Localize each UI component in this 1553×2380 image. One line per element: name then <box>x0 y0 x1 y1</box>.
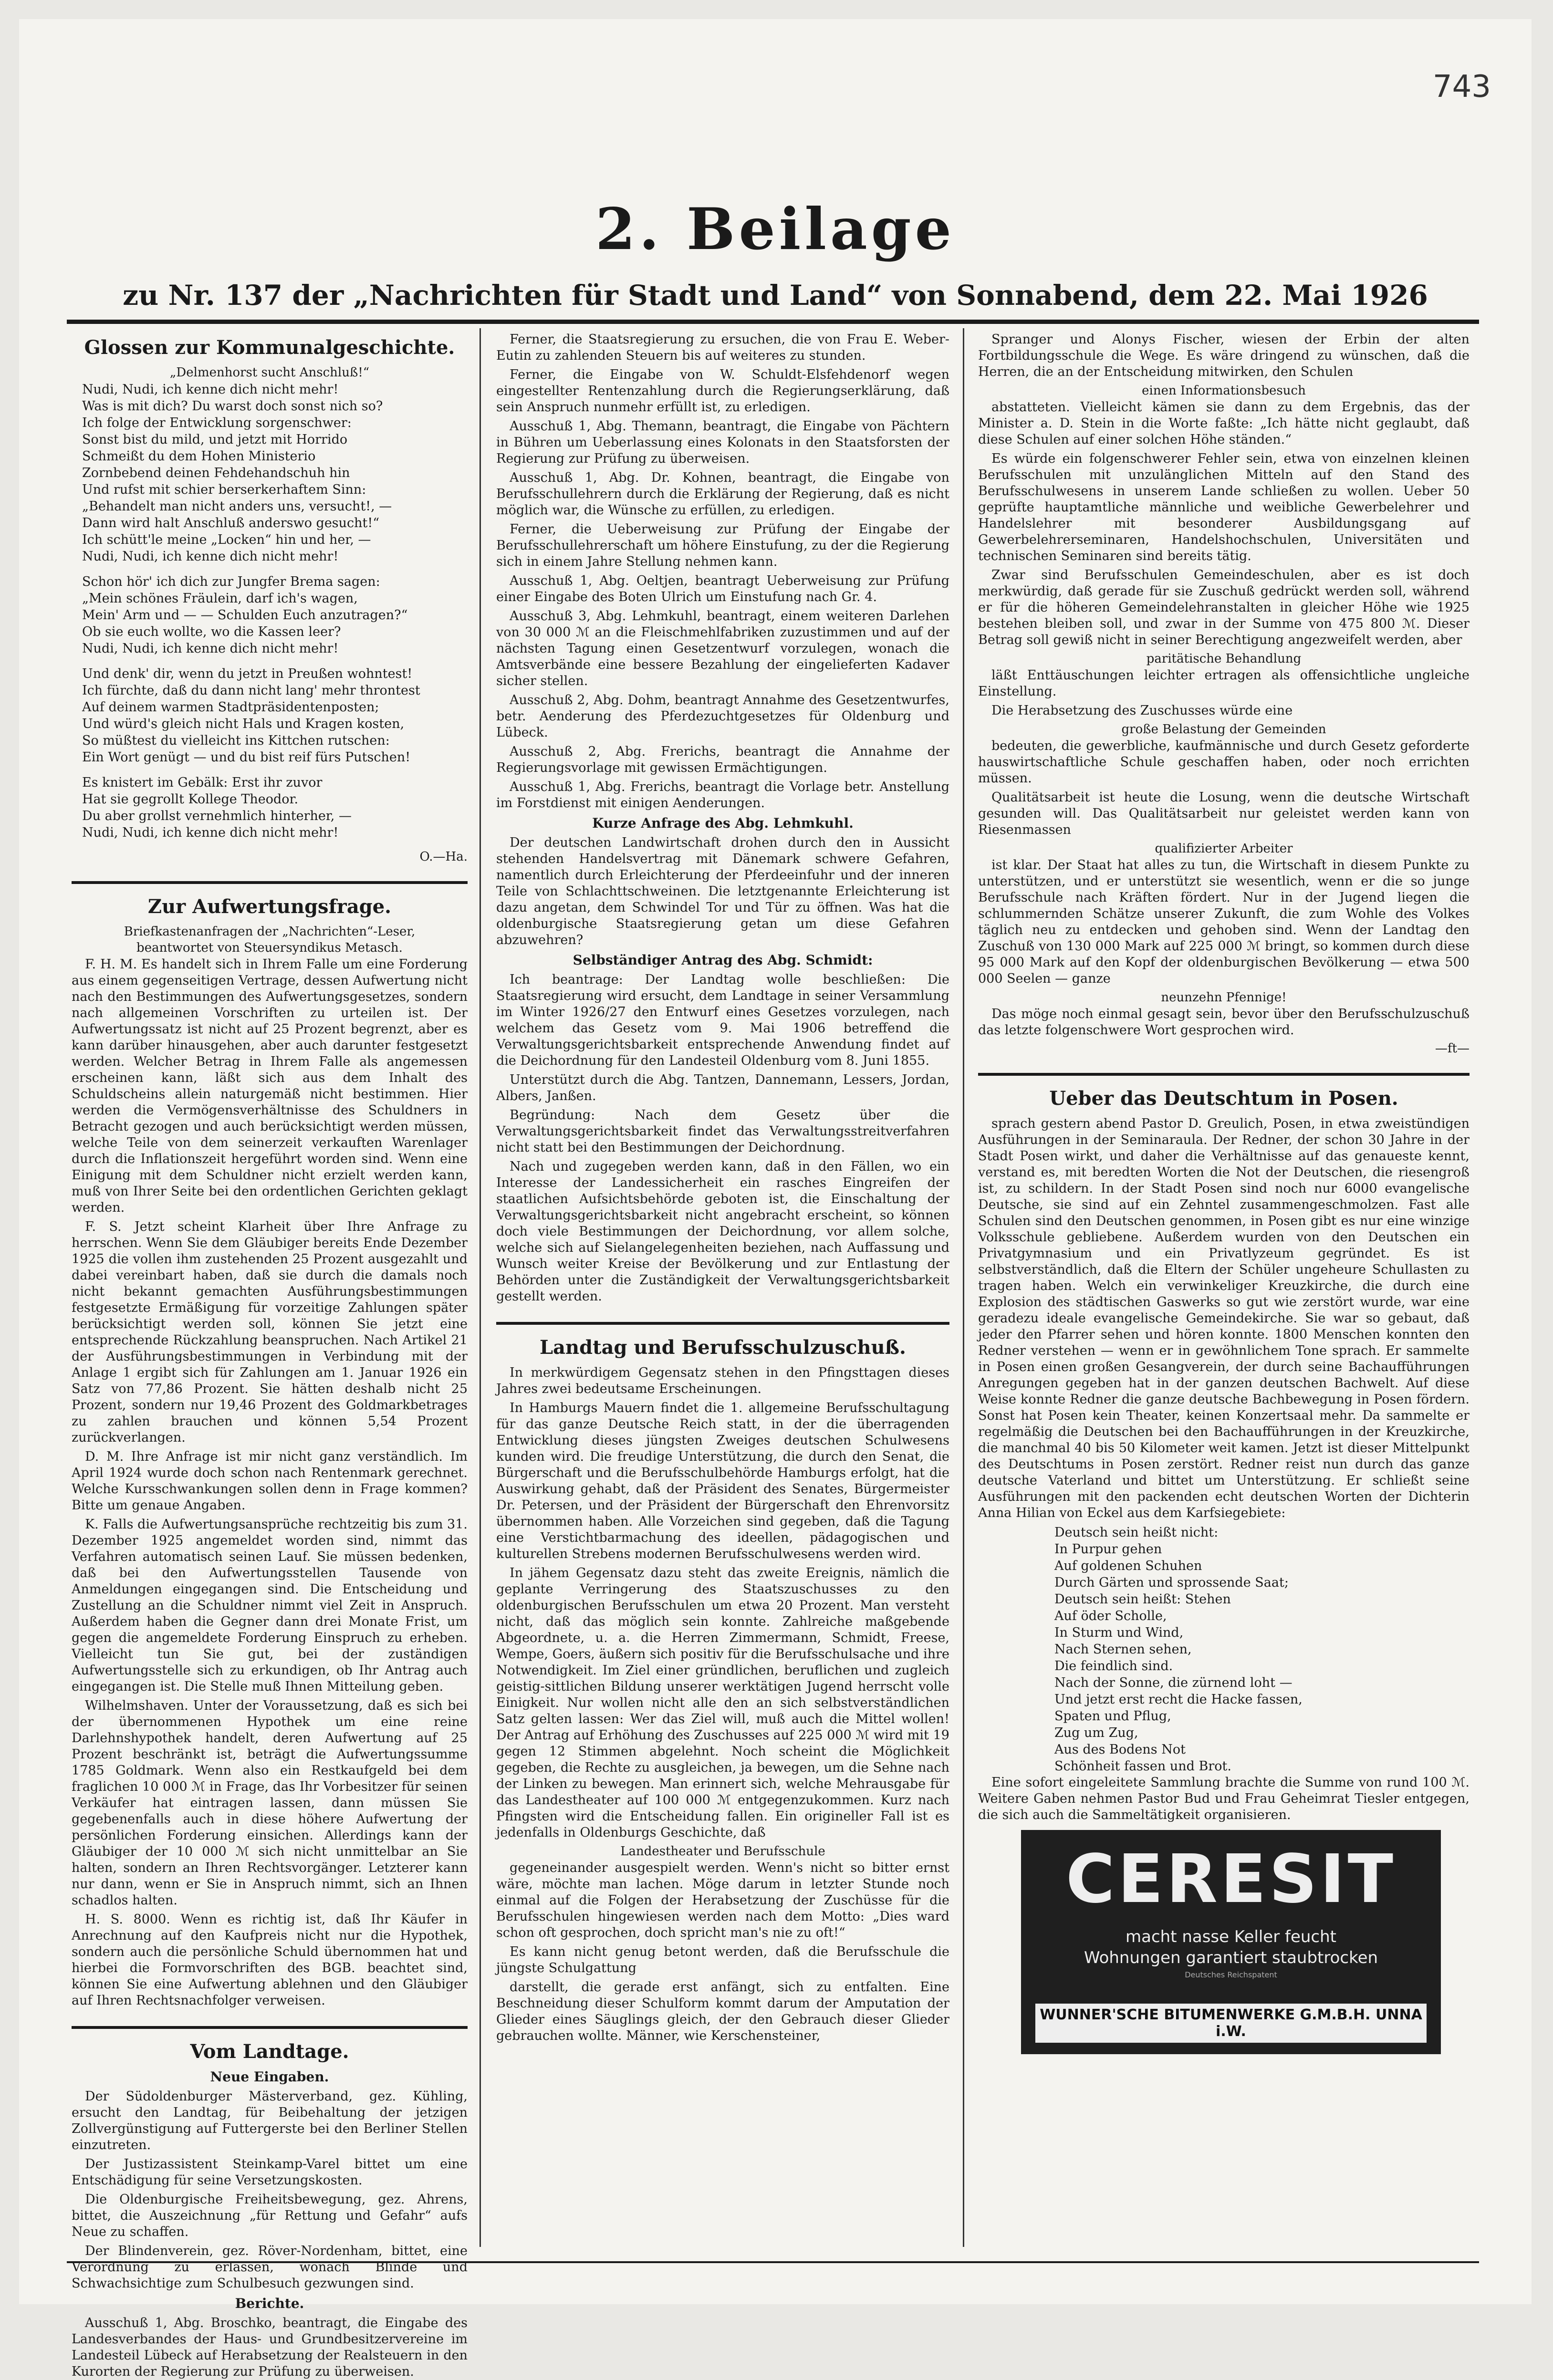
paragraph: Ferner, die Ueberweisung zur Prüfung der Eingabe der Berufsschullehrerschaft um höhere Einstufung, zu der die Regierung sich in einem Jahre Stellung nehmen kann. <box>496 522 949 569</box>
poem-line: Und würd's gleich nicht Hals und Kragen kosten, <box>82 717 405 731</box>
glossen-subtitle: „Delmenhorst sucht Anschluß!“ <box>169 365 370 380</box>
newspaper-page <box>19 19 1532 2379</box>
poem-line: Was is mit dich? Du warst doch sonst nich so? <box>82 399 383 414</box>
paragraph: Spranger und Alonys Fischer, wiesen der Erbin der alten Fortbildungsschule die Wege. Es wäre dringend zu wünschen, daß die Herren, die an der Entscheidung mitwirken, den Schulen <box>978 332 1470 379</box>
poem-line: Spaten und Pflug, <box>1054 1709 1171 1724</box>
paragraph: sprach gestern abend Pastor D. Greulich, Posen, in etwa zweistündigen Ausführungen in der Seminaraula. Der Redner, der schon 30 Jahre in der Stadt Posen wirkt, und daher die Verhältnisse auf das genaueste kennt, verstand es, mit beredten Worten die Not der Deutschen, die riesengroß ist, zu schildern. In der Stadt Posen sind noch nur 6000 evangelische Deutsche, sie sind auf ein Zehntel zusammengeschmolzen. Fast alle Schulen sind den Deutschen genommen, in Posen gibt es nur eine winzige Volksschule gebliebene. Außerdem wurden von den Deutschen ein Privatgymnasium und ein Privatlyzeum gegründet. Es ist selbstverständlich, daß die Eltern der Schüler ungeheure Schullasten zu tragen haben. Welch ein verwinkeliger Kreuzkirche, die durch eine Explosion des städtischen Gaswerks so gut wie zerstört wurde, war eine geradezu ideale evangelische Gemeindekirche. Sie war so gebaut, daß jeder den Pfarrer sehen und hören konnte. 1800 Menschen konnten den Redner verstehen — wenn er in gewöhnlichem Tone sprach. Er sammelte in Posen einen großen Gesangverein, der durch seine Bachaufführungen Anregungen gegeben hat in der ganzen deutschen Bachwelt. Auf diese Weise konnte Redner die ganze deutsche Bachbewegung in Posen fördern. Sonst hat Posen kein Theater, keinen Konzertsaal mehr. Da sammelte er regelmäßig die Deutschen bei den Bachaufführungen in der Kreuzkirche, die manchmal 40 bis 50 Kilometer weit kamen. Jetzt ist dieser Mittelpunkt des Deutschtums in Posen zerstört. Redner reist nun durch das ganze deutsche Vaterland und bittet um Unterstützung. Er schließt seine Ausführungen mit den packenden echt deutschen Worten der Dichterin Anna Hilian von Eckel aus dem Karfsiegebiete: <box>978 1116 1470 1520</box>
beruf-title: Landtag und Berufsschulzuschuß. <box>540 1336 906 1359</box>
poem-stanza <box>82 774 468 841</box>
paragraph: bedeuten, die gewerbliche, kaufmännische und durch Gesetz geforderte hauswirtschaftliche Schule geschaffen haben, oder noch errichten müssen. <box>978 738 1470 786</box>
paragraph: In Hamburgs Mauern findet die 1. allgemeine Berufsschultagung für das ganze Deutsche Reich statt, in der die überragenden Entwicklung dieses jüngsten Zweiges deutschen Schulwesens kunden wird. Die freudige Unterstützung, die durch den Senat, die Bürgerschaft und die Berufsschulbehörde Hamburgs erfolgt, hat die Auswirkung gehabt, daß der Präsident des Senates, Bürgermeister Dr. Petersen, und der Präsident der Bürgerschaft den Ehrenvorsitz übernommen haben. Alle Vorzeichen sind gegeben, daß die Tagung eine Verstichtbarmachung des ideellen, pädagogischen und kulturellen Strebens modernen Berufsschulwesens werden wird. <box>496 1401 949 1561</box>
poem-line: Auf goldenen Schuhen <box>1054 1559 1202 1573</box>
poem-line: Und jetzt erst recht die Hacke fassen, <box>1054 1692 1303 1707</box>
paragraph: F. S. Jetzt scheint Klarheit über Ihre Anfrage zu herrschen. Wenn Sie dem Gläubiger bereits Ende Dezember 1925 die vollen ihm zustehenden 25 Prozent ausgezahlt und dabei vereinbart haben, daß sie durch die damals noch nicht bekannt gemachten Ausführungsbestimmungen festgesetzte Ermäßigung für vorzeitige Zahlungen später berücksichtigt werden soll, können Sie jetzt eine entsprechende Rückzahlung beanspruchen. Nach Artikel 21 der Ausführungsbestimmungen in Verbindung mit der Anlage 1 ergibt sich für Zahlungen am 1. Januar 1926 ein Satz von 77,86 Prozent. Sie hätten deshalb nicht 25 Prozent, sondern nur 19,46 Prozent des Goldmarkbetrages zu zahlen brauchen und können 5,54 Prozent zurückverlangen. <box>72 1219 468 1445</box>
poem-line: Mein' Arm und — — Schulden Euch anzutragen?“ <box>82 608 408 623</box>
ceresit-advertisement <box>1021 1830 1441 2054</box>
paragraph: Die Oldenburgische Freiheitsbewegung, gez. Ahrens, bittet, die Auszeichnung „für Rettung und Gefahr“ aufs Neue zu schaffen. <box>72 2192 468 2239</box>
anfrage-title: Kurze Anfrage des Abg. Lehmkuhl. <box>592 815 854 831</box>
masthead-title: 2. Beilage <box>595 196 955 263</box>
paragraph: D. M. Ihre Anfrage ist mir nicht ganz verständlich. Im April 1924 wurde doch schon nach Rentenmark gerechnet. Welche Kursschwankungen sollen denn in Frage kommen? Bitte um genaue Angaben. <box>72 1449 468 1513</box>
poem-line: Nudi, Nudi, ich kenne dich nicht mehr! <box>82 825 339 840</box>
paragraph: Wilhelmshaven. Unter der Voraussetzung, daß es sich bei der übernommenen Hypothek um eine reine Darlehnshypothek handelt, deren Aufwertung auf 25 Prozent beschränkt ist, beträgt die Aufwertungssumme 1785 Goldmark. Wenn also ein Restkaufgeld bei dem fraglichen 10 000 ℳ in Frage, das Ihr Vorbesitzer für seinen Verkäufer hat eintragen lassen, dann müssen Sie gegebenenfalls auch in diese höhere Aufwertung der persönlichen Forderung einsichen. Allerdings kann der Gläubiger der 10 000 ℳ sich nicht unmittelbar an Sie halten, sondern an Ihren Rechtsvorgänger. Letzterer kann nur dann, wenn er Sie in Anspruch nimmt, sich an Ihnen schadlos halten. <box>72 1698 468 1908</box>
section-rule <box>978 1073 1470 1076</box>
masthead-subtitle: zu Nr. 137 der „Nachrichten für Stadt und Land“ von Sonnabend, dem 22. Mai 1926 <box>123 279 1428 312</box>
paragraph: Ausschuß 1, Abg. Oeltjen, beantragt Ueberweisung zur Prüfung einer Eingabe des Boten Ulrich um Einstufung nach Gr. 4. <box>496 573 949 604</box>
glossen-poem <box>72 381 468 841</box>
paragraph: Die Herabsetzung des Zuschusses würde eine <box>991 703 1293 718</box>
poem-line: Ein Wort genügt — und du bist reif fürs Putschen! <box>82 750 411 765</box>
page-number: 743 <box>1432 69 1491 104</box>
poem-line: In Purpur gehen <box>1054 1542 1162 1557</box>
center-line: paritätische Behandlung <box>1146 652 1302 666</box>
paragraph: gegeneinander ausgespielt werden. Wenn's nicht so bitter ernst wäre, möchte man lachen. Möge darum in letzter Stunde noch einmal auf die Folgen der Herabsetzung der Zuschüsse für die Berufsschulen hingewiesen werden nach dem Motto: „Dies ward schon oft gesprochen, doch spricht man's nie zu oft!“ <box>496 1860 949 1940</box>
ad-footer: WUNNER'SCHE BITUMENWERKE G.M.B.H. UNNA i.W. <box>1035 2004 1427 2043</box>
posen-poem <box>978 1524 1470 1775</box>
paragraph: läßt Enttäuschungen leichter ertragen als offensichtliche ungleiche Einstellung. <box>978 668 1470 699</box>
paragraph: Der Blindenverein, gez. Röver-Nordenham, bittet, eine Verordnung zu erlassen, wonach Blinde und Schwachsichtige zum Schulbesuch gezwungen sind. <box>72 2244 468 2291</box>
poem-line: Auf öder Scholle, <box>1054 1609 1167 1623</box>
article-signature: —ft— <box>1435 1041 1470 1056</box>
paragraph: Ausschuß 3, Abg. Lehmkuhl, beantragt, einem weiteren Darlehen von 30 000 ℳ an die Fleischmehlfabriken zuzustimmen und auf der nächsten Tagung einen Gesetzentwurf vorzulegen, wonach die Amtsverbände eine bessere Bezahlung der eingelieferten Kadaver sicher stellen. <box>496 609 949 688</box>
poem-line: Deutsch sein heißt nicht: <box>1054 1525 1219 1540</box>
paragraph: Ausschuß 1, Abg. Broschko, beantragt, die Eingabe des Landesverbandes der Haus- und Grundbesitzervereine im Landesteil Lübeck auf Herabsetzung der Realsteuern in den Kurorten der Regierung zur Prüfung zu überweisen. <box>72 2316 468 2379</box>
section-rule <box>72 2026 468 2029</box>
landtag-title: Vom Landtage. <box>190 2040 349 2063</box>
poem-line: Ich folge der Entwicklung sorgenschwer: <box>82 416 352 430</box>
poem-line: Schönheit fassen und Brot. <box>1054 1759 1231 1774</box>
posen-title: Ueber das Deutschtum in Posen. <box>1049 1087 1398 1110</box>
paragraph: Eine sofort eingeleitete Sammlung brachte die Summe von rund 100 ℳ. Weitere Gaben nehmen Pastor Bud und Frau Geheimrat Tiesler entgegen, die sich auch die Sammeltätigkeit organisieren. <box>978 1775 1470 1822</box>
poem-line: Nach der Sonne, die zürnend loht — <box>1054 1675 1292 1690</box>
landtag-subhead: Berichte. <box>235 2296 304 2311</box>
poem-line: Dann wird halt Anschluß anderswo gesucht!“ <box>82 516 380 530</box>
paragraph: abstatteten. Vielleicht kämen sie dann zu dem Ergebnis, das der Minister a. D. Stein in die Worte faßte: „Ich hätte nicht geglaubt, daß diese Schulen auf einer solchen Höhe ständen.“ <box>978 400 1470 447</box>
poem-line: Hat sie gegrollt Kollege Theodor. <box>82 792 299 807</box>
paragraph: Der deutschen Landwirtschaft drohen durch den in Aussicht stehenden Handelsvertrag mit Dänemark schwere Gefahren, namentlich durch Erleichterung der Pferdeeinfuhr und der inneren Teile von Schlachttschweinen. Die letztgenannte Erleichterung ist dazu angetan, dem Schwindel Tor und Tür zu öffnen. Was hat die oldenburgische Staatsregierung getan um diese Gefahren abzuwehren? <box>496 835 949 947</box>
ad-slogan: Wohnungen garantiert staubtrocken <box>1084 1948 1378 1967</box>
poem-line: „Behandelt man nicht anders uns, versucht!, — <box>82 499 392 514</box>
poem-line: Deutsch sein heißt: Stehen <box>1054 1592 1231 1607</box>
paragraph: In merkwürdigem Gegensatz stehen in den Pfingsttagen dieses Jahres zwei bedeutsame Erscheinungen. <box>496 1365 949 1396</box>
paragraph: Ausschuß 1, Abg. Themann, beantragt, die Eingabe von Pächtern in Bühren um Ueberlassung eines Kolonats in den Staatsforsten der Regierung zur Prüfung zu überweisen. <box>496 419 949 466</box>
paragraph: Zwar sind Berufsschulen Gemeindeschulen, aber es ist doch merkwürdig, daß gerade für sie Zuschuß gedrückt werden soll, während er für die höheren Gemeindelehranstalten in gleicher Höhe wie 1925 bestehen bleiben soll, und zwar in der Summe von 475 800 ℳ. Dieser Betrag soll gewiß nicht in seiner Berechtigung angezweifelt werden, aber <box>978 568 1470 647</box>
poem-line: Auf deinem warmen Stadtpräsidentenposten; <box>82 700 379 715</box>
poem-stanza <box>82 665 468 766</box>
poem-line: Zornbebend deinen Fehdehandschuh hin <box>82 466 350 480</box>
paragraph: Ferner, die Staatsregierung zu ersuchen, die von Frau E. Weber-Eutin zu zahlenden Steuern bis auf weiteres zu stunden. <box>496 332 949 363</box>
poem-line: Aus des Bodens Not <box>1054 1742 1186 1757</box>
ad-slogan: macht nasse Keller feucht <box>1126 1927 1336 1946</box>
paragraph: H. S. 8000. Wenn es richtig ist, daß Ihr Käufer in Anrechnung auf den Kaufpreis nicht nur die Hypothek, sondern auch die persönliche Schuld übernommen hat und hierbei die Formvorschriften des BGB. beachtet sind, können Sie eine Aufwertung ablehnen und den Gläubiger auf Ihren Rechtsnachfolger verweisen. <box>72 1912 468 2008</box>
column-divider <box>479 328 481 2247</box>
poem-line: So müßtest du vielleicht ins Kittchen rutschen: <box>82 733 390 748</box>
poem-line: Sonst bist du mild, und jetzt mit Horrido <box>82 432 348 447</box>
paragraph: Nach und zugegeben werden kann, daß in den Fällen, wo ein Interesse der Landessicherheit ein rasches Eingreifen der staatlichen Aufsichtsbehörde geboten ist, die Einschaltung der Verwaltungsgerichtsbarkeit nicht angebracht erscheint, so können doch viele Bestimmungen der Deichordnung, vor allem solche, welche sich auf Sielangelegenheiten beziehen, nach Auffassung und Wunsch weiter Kreise der Bevölkerung und zur Entlastung der Behörden unter die Zuständigkeit der Verwaltungsgerichtsbarkeit gestellt werden. <box>496 1159 949 1304</box>
poem-line: Ich schütt'le meine „Locken“ hin und her, — <box>82 532 371 547</box>
paragraph: Das möge noch einmal gesagt sein, bevor über den Berufsschulzuschuß das letzte folgenschwere Wort gesprochen wird. <box>978 1007 1470 1038</box>
poem-line: „Mein schönes Fräulein, darf ich's wagen, <box>82 591 358 606</box>
poem-line: Durch Gärten und sprossende Saat; <box>1054 1575 1289 1590</box>
poem-line: Nudi, Nudi, ich kenne dich nicht mehr! <box>82 382 339 397</box>
paragraph: Begründung: Nach dem Gesetz über die Verwaltungsgerichtsbarkeit findet das Verwaltungsstreitverfahren nicht statt bei den Bestimmungen der Deichordnung. <box>496 1108 949 1155</box>
poem-line: Zug um Zug, <box>1054 1725 1138 1740</box>
paragraph: Ausschuß 2, Abg. Dohm, beantragt Annahme des Gesetzentwurfes, betr. Aenderung des Pferdezuchtgesetzes für Oldenburg und Lübeck. <box>496 693 949 740</box>
paragraph: Ausschuß 2, Abg. Frerichs, beantragt die Annahme der Regierungsvorlage mit gewissen Ermächtigungen. <box>496 744 949 775</box>
center-line: neunzehn Pfennige! <box>1161 990 1287 1005</box>
center-line: qualifizierter Arbeiter <box>1155 842 1293 856</box>
paragraph: Es kann nicht genug betont werden, daß die Berufsschule die jüngste Schulgattung <box>496 1944 949 1975</box>
ad-note: Deutsches Reichspatent <box>1185 1970 1277 1979</box>
poem-stanza <box>82 381 468 565</box>
poem-line: Nudi, Nudi, ich kenne dich nicht mehr! <box>82 641 339 656</box>
center-line: große Belastung der Gemeinden <box>1121 722 1326 737</box>
paragraph: Der Justizassistent Steinkamp-Varel bittet um eine Entschädigung für seine Versetzungskosten. <box>72 2157 468 2188</box>
paragraph: Ausschuß 1, Abg. Frerichs, beantragt die Vorlage betr. Anstellung im Forstdienst mit einigen Aenderungen. <box>496 779 949 811</box>
aufwertung-intro: Briefkastenanfragen der „Nachrichten“-Leser, <box>124 925 416 939</box>
antrag-title: Selbständiger Antrag des Abg. Schmidt: <box>573 952 873 968</box>
poem-line: In Sturm und Wind, <box>1054 1625 1184 1640</box>
paragraph: Ausschuß 1, Abg. Dr. Kohnen, beantragt, die Eingabe von Berufsschullehrern durch die Erklärung der Regierung, daß es nicht möglich war, die Wünsche zu erfüllen, zu erledigen. <box>496 470 949 518</box>
column-divider <box>963 328 964 2247</box>
masthead-rule <box>67 320 1479 324</box>
poem-line: Nudi, Nudi, ich kenne dich nicht mehr! <box>82 549 339 564</box>
paragraph: Qualitätsarbeit ist heute die Losung, wenn die deutsche Wirtschaft gesunden will. Das Qualitätsarbeit nur geleistet werden kann von Riesenmassen <box>978 790 1470 837</box>
poem-line: Schmeißt du dem Hohen Ministerio <box>82 449 316 464</box>
landtag-subhead: Neue Eingaben. <box>210 2069 329 2085</box>
paragraph: In jähem Gegensatz dazu steht das zweite Ereignis, nämlich die geplante Verringerung des Staatszuschusses zu den oldenburgischen Berufsschulen um etwa 20 Prozent. Man versteht nicht, daß das möglich sein konnte. Zahlreiche maßgebende Abgeordnete, u. a. die Herren Zimmermann, Schmidt, Freese, Wempe, Goers, äußern sich positiv für die Berufsschulsache und ihre Notwendigkeit. Im Ziel einer gründlichen, beruflichen und zugleich geistig-sittlichen Bildung unserer werktätigen Jugend herrscht volle Einigkeit. Nur wollen nicht alle den an sich selbstverständlichen Satz gelten lassen: Wer das Ziel will, muß auch die Mittel wollen! Der Antrag auf Erhöhung des Zuschusses auf 225 000 ℳ wird mit 19 gegen 12 Stimmen abgelehnt. Noch scheint die Möglichkeit gegeben, die Rechte zu ausgleichen, ja bewegen, um die Sehne nach der Linken zu bewegen. Man erinnert sich, welche Mehrausgabe für das Landestheater auf 100 000 ℳ entgegenzukommen. Kurz nach Pfingsten wird die Entscheidung fallen. Ein origineller Fall ist es jedenfalls in Oldenburgs Geschichte, daß <box>496 1566 949 1840</box>
paragraph: Es würde ein folgenschwerer Fehler sein, etwa von einzelnen kleinen Berufsschulen mit unzulänglichen Mitteln auf den Stand des Berufsschulwesens in unserem Lande schließen zu wollen. Ueber 50 geprüfte hauptamtliche männliche und weibliche Gewerbelehrer und Handelslehrer mit besonderer Ausbildungsgang auf Gewerbelehrerseminaren, Handelshochschulen, Universitäten und technischen Seminaren sind bereits tätig. <box>978 451 1470 563</box>
column-2 <box>496 332 949 2247</box>
paragraph: darstellt, die gerade erst anfängt, sich zu entfalten. Eine Beschneidung dieser Schulform kommt darum der Amputation der Glieder eines Säuglings gleich, der den Gebrauch dieser Glieder gebrauchen wollte. Männer, wie Kerschensteiner, <box>496 1980 949 2043</box>
ad-brand-logo: CERESIT <box>1065 1840 1397 1918</box>
paragraph: K. Falls die Aufwertungsansprüche rechtzeitig bis zum 31. Dezember 1925 angemeldet worden sind, nimmt das Verfahren automatisch seinen Lauf. Sie müssen bedenken, daß bei den Aufwertungsstellen Tausende von Anmeldungen eingegangen sind. Die Entscheidung und Zustellung an die Schuldner nimmt viel Zeit in Anspruch. Außerdem haben die Gegner dann drei Monate Frist, um gegen die angemeldete Forderung Einspruch zu erheben. Vielleicht tun Sie gut, bei der zuständigen Aufwertungsstelle sich zu erkundigen, ob Ihr Antrag auch eingegangen ist. Die Stelle muß Ihnen Mitteilung geben. <box>72 1517 468 1694</box>
paragraph: F. H. M. Es handelt sich in Ihrem Falle um eine Forderung aus einem gegenseitigen Vertrage, dessen Aufwertung nicht nach den Bestimmungen des Aufwertungsgesetzes, sondern nach allgemeinen Vorschriften zu urteilen ist. Der Aufwertungssatz ist nicht auf 25 Prozent begrenzt, aber es kann darüber hinausgehen, aber auch darunter festgesetzt werden. Welcher Betrag in Ihrem Falle als angemessen erscheinen kann, läßt sich aus dem Inhalt des Schuldscheins allein naturgemäß nicht bestimmen. Hier werden die Vermögensverhältnisse des Schuldners in Betracht gezogen und auch berücksichtigt werden müssen, welche Teile von dem seinerzeit verkauften Warenlager durch die Inflationszeit hergeführt worden sind. Wenn eine Einigung mit dem Schuldner nicht erzielt werden kann, muß von Ihrer Seite bei den ordentlichen Gerichten geklagt werden. <box>72 957 468 1215</box>
poem-line: Du aber grollst vernehmlich hinterher, — <box>82 809 352 823</box>
section-rule <box>72 881 468 884</box>
poem-line: Es knistert im Gebälk: Erst ihr zuvor <box>82 775 323 790</box>
poem-line: Ich fürchte, daß du dann nicht lang' mehr throntest <box>82 683 420 698</box>
paragraph: Ferner, die Eingabe von W. Schuldt-Elsfehdenorf wegen eingestellter Rentenzahlung durch die Regierungserklärung, daß sein Anspruch nunmehr erfüllt ist, zu erledigen. <box>496 367 949 415</box>
poem-line: Die feindlich sind. <box>1054 1659 1173 1673</box>
beruf-center-line: Landestheater und Berufsschule <box>620 1844 825 1859</box>
poem-line: Und rufst mit schier berserkerhaftem Sinn: <box>82 482 366 497</box>
aufwertung-intro: beantwortet von Steuersyndikus Metasch. <box>136 941 403 955</box>
paragraph: Ich beantrage: Der Landtag wolle beschließen: Die Staatsregierung wird ersucht, dem Landtage in seiner Versammlung im Winter 1926/27 den Entwurf eines Gesetzes vorzulegen, nach welchem das Gesetz vom 9. Mai 1906 betreffend die Verwaltungsgerichtsbarkeit entsprechende Anwendung findet auf die Deichordnung für den Landesteil Oldenburg vom 8. Juni 1855. <box>496 972 949 1068</box>
poem-line: Schon hör' ich dich zur Jungfer Brema sagen: <box>82 574 380 589</box>
paragraph: Unterstützt durch die Abg. Tantzen, Dannemann, Lessers, Jordan, Albers, Janßen. <box>496 1072 949 1103</box>
poem-line: Nach Sternen sehen, <box>1054 1642 1192 1657</box>
poem-line: Ob sie euch wollte, wo die Kassen leer? <box>82 624 341 639</box>
poem-stanza <box>82 573 468 657</box>
paragraph: Der Südoldenburger Mästerverband, gez. Kühling, ersucht den Landtag, für Beibehaltung der jetzigen Zollvergünstigung auf Futtergerste bei den Berliner Stellen einzutreten. <box>72 2089 468 2152</box>
paragraph: ist klar. Der Staat hat alles zu tun, die Wirtschaft in diesem Punkte zu unterstützen, und er unterstützt sie wesentlich, wenn er die so junge Berufsschule nach Kräften fördert. Nur in der Jugend liegen die schlummernden Schätze unserer Zukunft, die zum Wohle des Volkes täglich neu zu entdecken und gehoben sind. Wenn der Landtag den Zuschuß von 130 000 Mark auf 225 000 ℳ bringt, so kommen durch diese 95 000 Mark auf den Kopf der oldenburgischen Bevölkerung — etwa 500 000 Seelen — ganze <box>978 858 1470 986</box>
section-rule <box>496 1322 949 1325</box>
center-line: einen Informationsbesuch <box>1142 384 1306 398</box>
glossen-title: Glossen zur Kommunalgeschichte. <box>84 336 455 359</box>
aufwertung-title: Zur Aufwertungsfrage. <box>147 895 392 918</box>
glossen-signature: O.—Ha. <box>419 850 468 864</box>
column-1 <box>72 332 468 2379</box>
column-3 <box>978 332 1470 2247</box>
poem-line: Und denk' dir, wenn du jetzt in Preußen wohntest! <box>82 666 413 681</box>
